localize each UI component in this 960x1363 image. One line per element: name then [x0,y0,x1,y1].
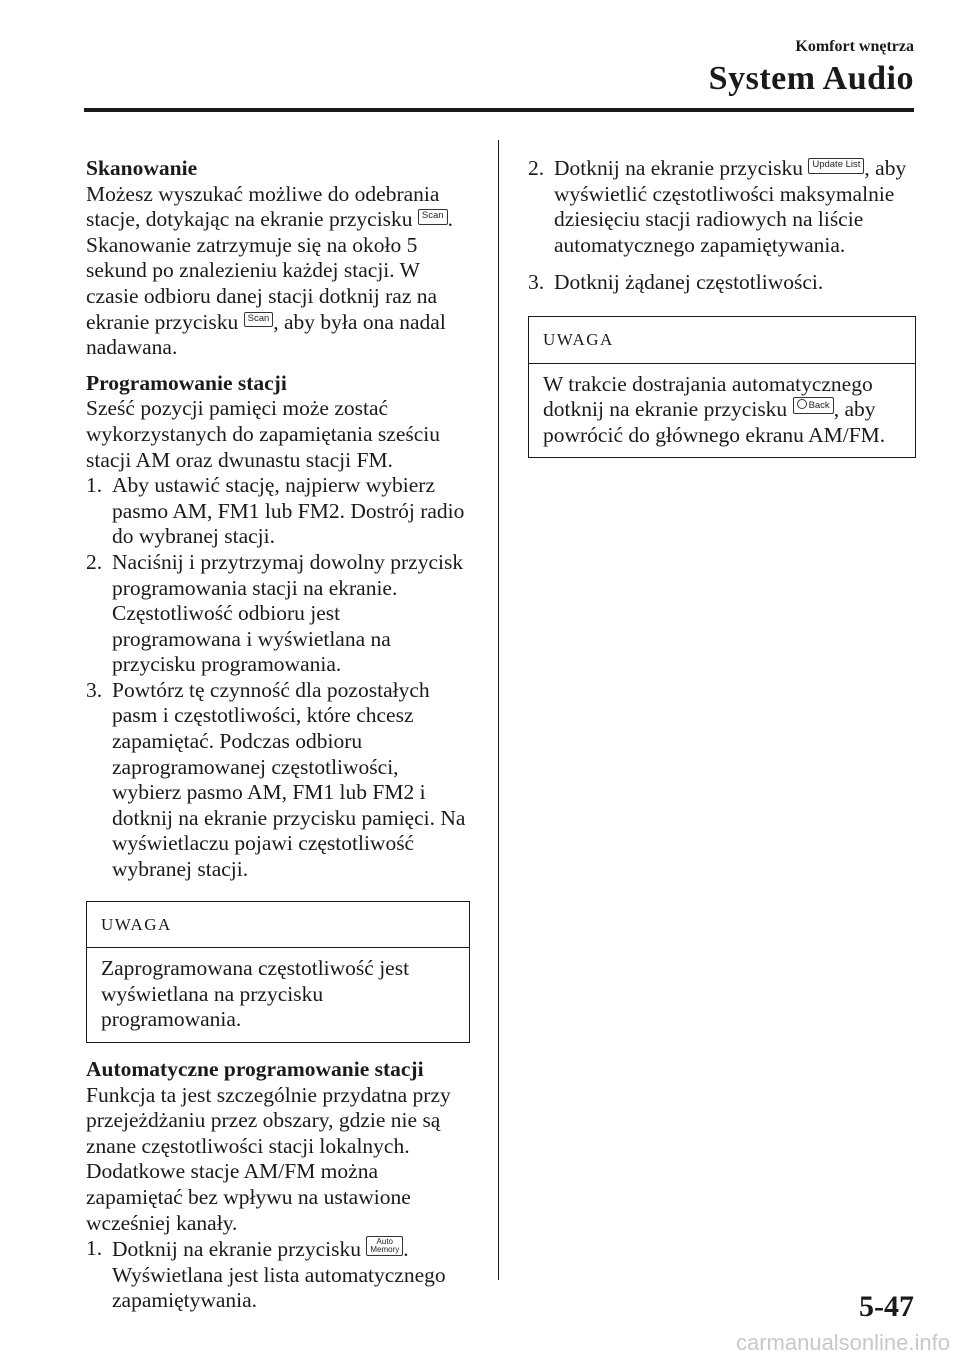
back-arrow-icon [797,399,807,409]
programming-heading: Programowanie stacji [86,370,287,395]
note-box [86,901,470,1043]
watermark: carmanualsonline.info [735,1330,950,1355]
auto-memory-button-icon: Auto Memory [366,1236,403,1256]
list-item: 1. Aby ustawić stację, najpierw wybierz pasmo AM, FM1 lub FM2. Dostrój radio do wybranej stacji. [86,473,465,549]
right-column [528,156,916,458]
list-item: 1. Dotknij na ekranie przycisku Auto Memory . Wyświetlana jest lista automatycznego zapamiętywania. [86,1236,446,1313]
scan-button-icon: Scan [418,209,448,225]
section-subtitle: Komfort wnętrza [795,38,914,55]
auto-programming-paragraph: Funkcja ta jest szczególnie przydatna przy przejeżdżaniu przez obszary, gdzie nie są znane częstotliwości stacji lokalnych. Dodatkowe stacje AM/FM można zapamiętać bez wpływu na ustawione wcześniej kanały. [86,1082,451,1235]
note-box [528,316,916,458]
column-divider [498,140,499,1280]
scan-button-icon: Scan [244,312,274,328]
note-body: W trakcie dostrajania automatycznego dotknij na ekranie przycisku Back , aby powrócić do głównego ekranu AM/FM. [543,371,886,447]
update-list-button-icon: Update List [808,158,864,174]
note-body: Zaprogramowana częstotliwość jest wyświetlana na przycisku programowania. [101,956,410,1032]
header-rule [84,108,914,112]
list-item: 2. Dotknij na ekranie przycisku Update List , aby wyświetlić częstotliwości maksymalnie dziesięciu stacji radiowych na liście automatycznego zapamiętywania. [528,156,907,257]
page-number: 5-47 [859,1290,914,1323]
left-column [86,156,470,1314]
note-heading: UWAGA [529,317,915,364]
auto-programming-heading: Automatyczne programowanie stacji [86,1057,424,1081]
section-title: System Audio [708,60,914,97]
list-item: 3. Dotknij żądanej częstotliwości. [528,270,824,295]
scan-paragraph: Możesz wyszukać możliwe do odebrania stacje, dotykając na ekranie przycisku Scan . Skanowanie zatrzymuje się na około 5 sekund po znalezieniu każdej stacji. W czasie odbioru danej stacji dotknij raz na ekranie przycisku Scan , aby była ona nadal nadawana. [86,181,453,360]
programming-paragraph: Sześć pozycji pamięci może zostać wykorzystanych do zapamiętania sześciu stacji AM oraz dwunastu stacji FM. [86,396,441,472]
note-heading: UWAGA [87,902,469,949]
list-item: 3. Powtórz tę czynność dla pozostałych pasm i częstotliwości, które chcesz zapamiętać. Podczas odbioru zaprogramowanej częstotliwości, wybierz pasmo AM, FM1 lub FM2 i dotknij na ekranie przycisku pamięci. Na wyświetlaczu pojawi częstotliwość wybranej stacji. [86,677,466,882]
list-item: 2. Naciśnij i przytrzymaj dowolny przycisk programowania stacji na ekranie. Częstotliwość odbioru jest programowana i wyświetlana na przycisku programowania. [86,549,464,677]
scan-heading: Skanowanie [86,156,198,180]
back-button-icon: Back [793,397,834,414]
